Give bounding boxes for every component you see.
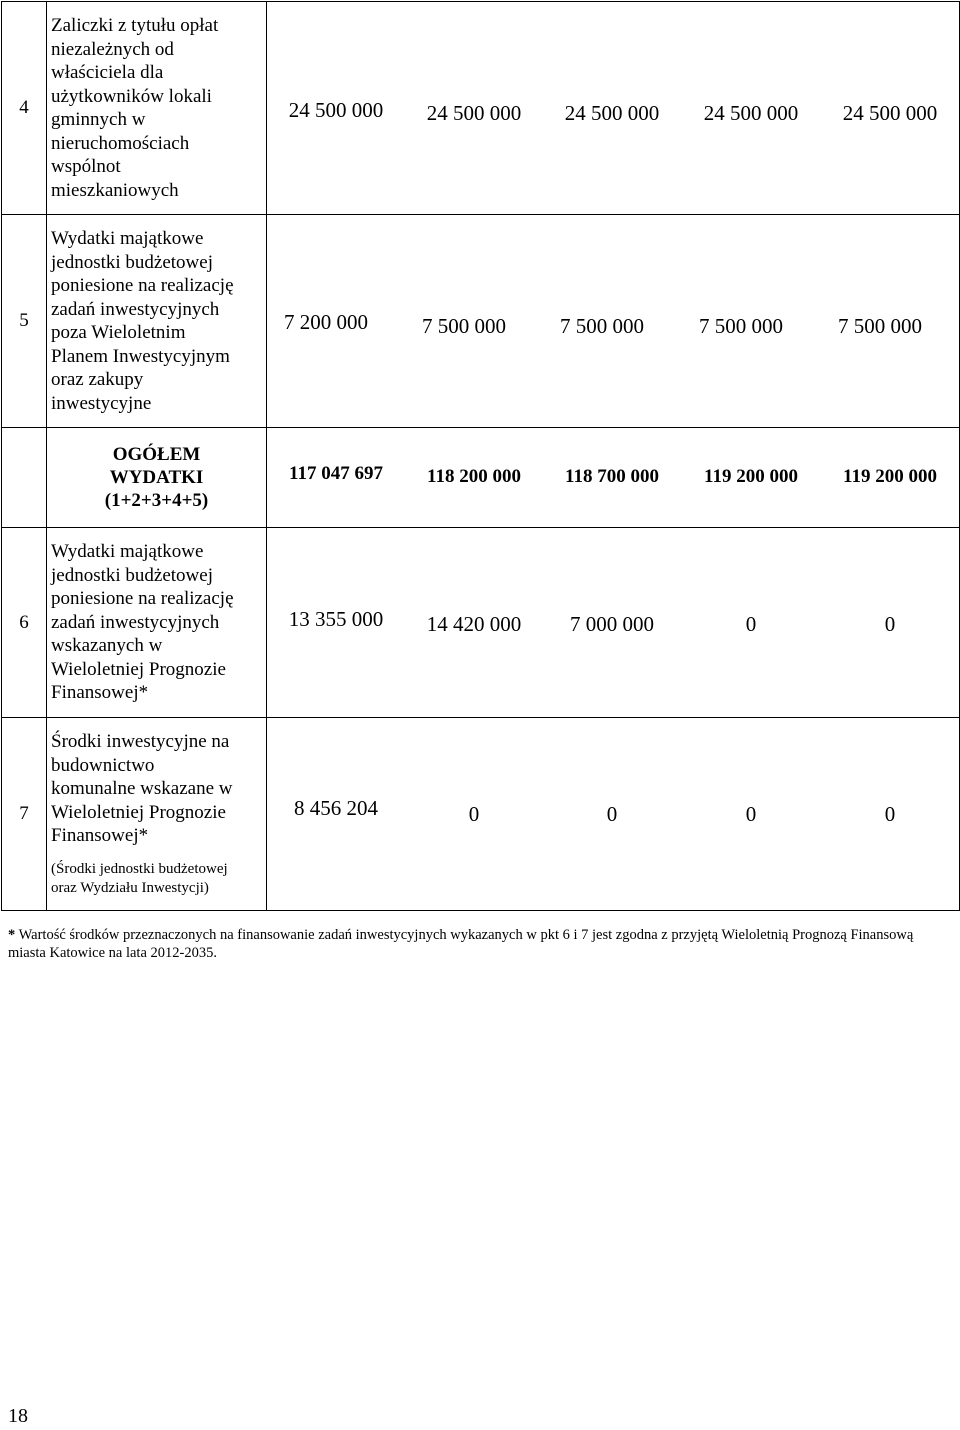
- budget-table: [1, 1, 960, 911]
- footnote-star: *: [8, 927, 16, 943]
- value-cell: 7 500 000: [422, 314, 506, 338]
- value-cell: 0: [884, 802, 896, 826]
- value-cell: 7 500 000: [838, 314, 922, 338]
- total-value-cell: 119 200 000: [704, 466, 798, 487]
- footnote: [8, 926, 948, 962]
- row-description-note: (Środki jednostki budżetowej oraz Wydziału Inwestycji): [51, 860, 228, 896]
- value-cell: 24 500 000: [426, 101, 522, 125]
- value-cell: 0: [745, 612, 757, 636]
- row-description: [47, 215, 267, 428]
- value-cell: 7 200 000: [284, 310, 368, 334]
- table-row: [2, 528, 960, 718]
- row-description: [47, 2, 267, 215]
- row-values: [267, 215, 960, 428]
- row-number: 6: [2, 528, 47, 718]
- value-cell: 24 500 000: [842, 101, 938, 125]
- row-number: 7: [2, 718, 47, 911]
- value-cell: 0: [606, 802, 618, 826]
- value-cell: 8 456 204: [294, 796, 378, 820]
- total-value-cell: 117 047 697: [289, 463, 383, 484]
- total-value-cell: 118 200 000: [427, 466, 521, 487]
- table-row: [2, 2, 960, 215]
- total-label: [47, 428, 267, 528]
- row-description-text: Wydatki majątkowe jednostki budżetowej poniesione na realizację zadań inwestycyjnych wskazanych w Wieloletniej Prognozie Finansowej*: [51, 541, 234, 704]
- value-cell: 7 500 000: [699, 314, 783, 338]
- total-value-cell: 118 700 000: [565, 466, 659, 487]
- table-row: [2, 215, 960, 428]
- row-description-text: Wydatki majątkowe jednostki budżetowej poniesione na realizację zadań inwestycyjnych poza Wieloletnim Planem Inwestycyjnym oraz zakupy inwestycyjne: [51, 228, 234, 414]
- row-description: [47, 718, 267, 911]
- total-values: [267, 428, 960, 528]
- row-number: [2, 428, 47, 528]
- value-cell: 13 355 000: [288, 607, 384, 631]
- total-label-text: OGÓŁEM WYDATKI (1+2+3+4+5): [104, 444, 209, 511]
- value-cell: 14 420 000: [426, 612, 522, 636]
- total-value-cell: 119 200 000: [843, 466, 937, 487]
- value-cell: 24 500 000: [288, 98, 384, 122]
- row-values: [267, 2, 960, 215]
- row-values: [267, 718, 960, 911]
- row-description: [47, 528, 267, 718]
- value-cell: 0: [884, 612, 896, 636]
- row-number: 5: [2, 215, 47, 428]
- row-description-text: Środki inwestycyjne na budownictwo komunalne wskazane w Wieloletniej Prognozie Finansowej*: [51, 731, 233, 847]
- page-number: 18: [8, 1405, 28, 1427]
- row-description-text: Zaliczki z tytułu opłat niezależnych od właściciela dla użytkowników lokali gminnych w nieruchomościach wspólnot mieszkaniowych: [51, 15, 219, 201]
- value-cell: 0: [468, 802, 480, 826]
- table-row-total: [2, 428, 960, 528]
- row-number: 4: [2, 2, 47, 215]
- table-row: [2, 718, 960, 911]
- value-cell: 24 500 000: [703, 101, 799, 125]
- row-values: [267, 528, 960, 718]
- value-cell: 0: [745, 802, 757, 826]
- value-cell: 7 500 000: [560, 314, 644, 338]
- value-cell: 7 000 000: [570, 612, 654, 636]
- footnote-text: Wartość środków przeznaczonych na finansowanie zadań inwestycyjnych wykazanych w pkt 6 i 7 jest zgodna z przyjętą Wieloletnią Prognozą Finansową miasta Katowice na lata 2012-2035.: [8, 927, 914, 961]
- value-cell: 24 500 000: [564, 101, 660, 125]
